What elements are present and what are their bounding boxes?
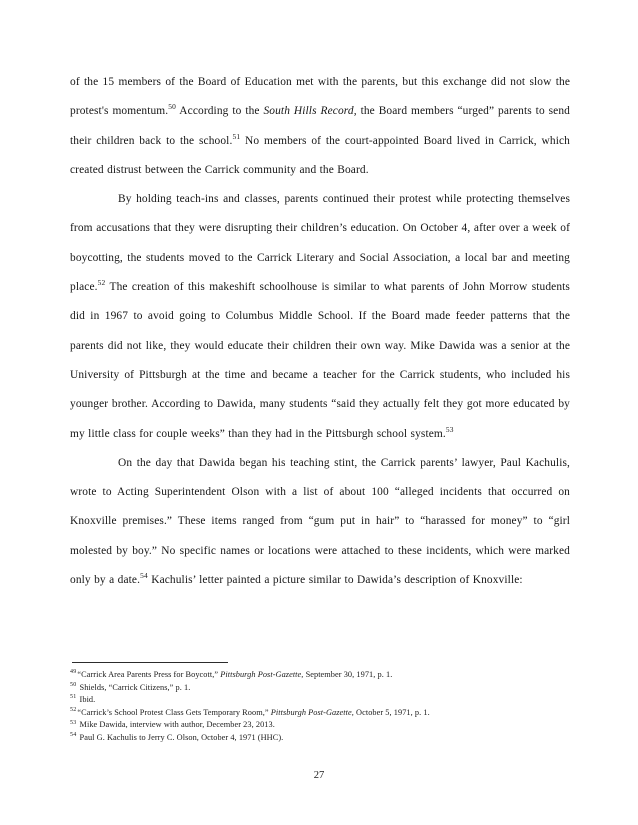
page-number: 27 <box>313 770 325 781</box>
footnote-entry: $^{53}$ Mike Dawida, interview with author, December 23, 2013. <box>70 719 275 730</box>
footnote-entry: $^{51}$ Ibid. <box>70 694 96 705</box>
footnote-separator-rule <box>72 662 228 663</box>
footnote-entry: $^{49}$“Carrick Area Parents Press for Boycott,” Pittsburgh Post-Gazette, September 30, 1971, p. 1. <box>70 669 393 679</box>
footnote-entry: $^{54}$ Paul G. Kachulis to Jerry C. Olson, October 4, 1971 (HHC). <box>70 732 284 742</box>
body-text-block <box>70 68 570 595</box>
footnote-area <box>70 662 570 745</box>
paragraph: By holding teach-ins and classes, parents continued their protest while protecting themselves from accusations that they were disrupting their children’s education. On October 4, after over a week of boycotting, the students moved to the Carrick Literary and Social Association, a local bar and meeting place.$^{52}$ The creation of this makeshift schoolhouse is similar to what parents of John Morrow students did in 1967 to avoid going to Columbus Middle School. If the Board made feeder patterns that the parents did not like, they would educate their children their own way. Mike Dawida was a senior at the University of Pittsburgh at the time and became a teacher for the Carrick students, who included his younger brother. According to Dawida, many students “said they actually felt they got more educated by my little class for couple weeks” than they had in the Pittsburgh school system.$^{53}$ <box>70 193 570 440</box>
footnote-entry: $^{50}$ Shields, “Carrick Citizens,” p. 1. <box>70 681 191 692</box>
paragraph: On the day that Dawida began his teaching stint, the Carrick parents’ lawyer, Paul Kachulis, wrote to Acting Superintendent Olson with a list of about 100 “alleged incidents that occurred on Knoxville premises.” These items ranged from “gum put in hair” to “harassed for money” to “girl molested by boy.” No specific names or locations were attached to these incidents, which were marked only by a date.$^{54}$ Kachulis’ letter painted a picture similar to Dawida’s description of Knoxville: <box>70 456 570 587</box>
footnote-entry: $^{52}$“Carrick’s School Protest Class Gets Temporary Room,” Pittsburgh Post-Gazette, October 5, 1971, p. 1. <box>70 707 430 717</box>
paragraph: of the 15 members of the Board of Education met with the parents, but this exchange did not slow the protest's momentum.$^{50}$ According to the South Hills Record, the Board members “urged” parents to send their children back to the school.$^{51}$ No members of the court-appointed Board lived in Carrick, which created distrust between the Carrick community and the Board. <box>70 76 570 176</box>
